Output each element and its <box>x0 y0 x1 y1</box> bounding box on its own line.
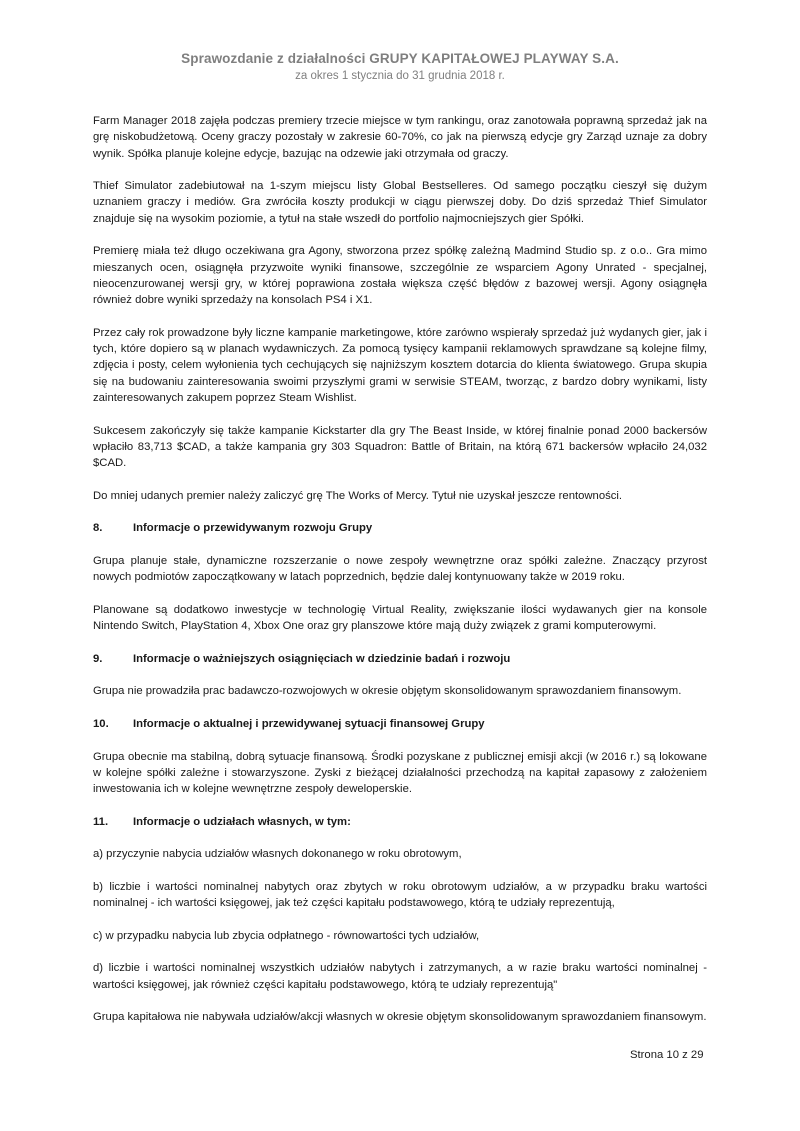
section-number: 8. <box>93 522 103 535</box>
paragraph-kickstarter: Sukcesem zakończyły się także kampanie Kickstarter dla gry The Beast Inside, w której finalnie ponad 2000 backersów wpłaciło 83,713 $CAD, a także kampania gry 303 Squadron: Battle of Britain, na którą 671 backersów wpłaciło 24,032 $CAD. <box>93 424 707 470</box>
paragraph-works-of-mercy: Do mniej udanych premier należy zaliczyć grę The Works of Mercy. Tytuł nie uzyskał jeszcze rentowności. <box>93 489 623 502</box>
page-header <box>0 50 800 84</box>
document-body <box>93 113 707 1026</box>
paragraph-farm-manager: Farm Manager 2018 zajęła podczas premiery trzecie miejsce w tym rankingu, oraz zanotowała poprawną sprzedaż jak na grę niskobudżetową. Oceny graczy pozostały w zakresie 60-70%, co jak na pierwszą edycje gry Zarząd uznaje za dobry wynik. Spółka planuje kolejne edycje, bazując na odzewie jaki otrzymała od graczy. <box>93 115 707 160</box>
section-number: 10. <box>93 717 109 730</box>
page-number: Strona 10 z 29 <box>630 1049 704 1061</box>
section-title: Informacje o udziałach własnych, w tym: <box>133 815 351 828</box>
section-10-paragraph-1: Grupa obecnie ma stabilną, dobrą sytuacje finansową. Środki pozyskane z publicznej emisji akcji (w 2016 r.) są lokowane w kolejne spółki zależne i stowarzyszone. Zyski z bieżącej działalności przechodzą na kapitał zapasowy z założeniem inwestowania ich w kolejne wewnętrzne zespoły deweloperskie. <box>93 750 707 796</box>
list-item-a: a) przyczynie nabycia udziałów własnych dokonanego w roku obrotowym, <box>93 848 462 861</box>
section-title: Informacje o przewidywanym rozwoju Grupy <box>133 522 373 535</box>
section-8-paragraph-2: Planowane są dodatkowo inwestycje w technologię Virtual Reality, zwiększanie ilości wydawanych gier na konsole Nintendo Switch, PlayStation 4, Xbox One oraz gry planszowe które mają duży związek z grami komputerowymi. <box>93 603 707 633</box>
section-8-paragraph-1: Grupa planuje stałe, dynamiczne rozszerzanie o nowe zespoły wewnętrzne oraz spółki zależne. Znaczący przyrost nowych podmiotów zapoczątkowany w latach poprzednich, będzie dalej kontynuowany także w 2019 roku. <box>93 555 707 584</box>
paragraph-agony: Premierę miała też długo oczekiwana gra Agony, stworzona przez spółkę zależną Madmind Studio sp. z o.o.. Gra mimo mieszanych ocen, osiągnęła przyzwoite wyniki finansowe, szczególnie ze wsparciem Agony Unrated - specjalnej, nieocenzurowanej wersji gry, w której poprawiona została większa część błędów z bazowej wersji. Agony osiągnęła również dobre wyniki sprzedaży na konsolach PS4 i X1. <box>93 245 707 307</box>
section-title: Informacje o aktualnej i przewidywanej sytuacji finansowej Grupy <box>133 717 485 730</box>
section-title: Informacje o ważniejszych osiągnięciach w dziedzinie badań i rozwoju <box>133 652 511 665</box>
section-heading-8 <box>93 520 707 536</box>
document-period: za okres 1 stycznia do 31 grudnia 2018 r. <box>295 70 505 82</box>
list-item-b: b) liczbie i wartości nominalnej nabytych oraz zbytych w roku obrotowym udziałów, a w przypadku braku wartości nominalnej - ich wartości księgowej, jak też części kapitału podstawowego, którą te udziały reprezentują, <box>93 880 707 910</box>
list-item-c: c) w przypadku nabycia lub zbycia odpłatnego - równowartości tych udziałów, <box>93 929 480 942</box>
section-heading-10 <box>93 716 707 732</box>
section-number: 9. <box>93 652 103 665</box>
paragraph-marketing: Przez cały rok prowadzone były liczne kampanie marketingowe, które zarówno wspierały sprzedaż już wydanych gier, jak i tych, które dopiero są w planach wydawniczych. Za pomocą tysięcy kampanii reklamowych sprawdzane są kolejne filmy, zdjęcia i posty, celem wyłonienia tych cechujących się najniższym kosztem dotarcia do klienta światowego. Grupa skupia się na budowaniu zainteresowania swoimi przyszłymi grami w serwisie STEAM, tworząc, z bardzo dobry wynikami, listy zainteresowanych zakupem poprzez Steam Wishlist. <box>93 326 707 405</box>
document-title: Sprawozdanie z działalności GRUPY KAPITAŁOWEJ PLAYWAY S.A. <box>181 51 619 66</box>
section-number: 11. <box>93 815 109 828</box>
section-11-conclusion: Grupa kapitałowa nie nabywała udziałów/akcji własnych w okresie objętym skonsolidowanym sprawozdaniem finansowym. <box>93 1011 707 1024</box>
paragraph-thief-simulator: Thief Simulator zadebiutował na 1-szym miejscu listy Global Bestselleres. Od samego początku cieszył się dużym uznaniem graczy i mediów. Gra zwróciła koszty produkcji w ciągu pierwszej doby. Do dziś sprzedaż Thief Simulator znajduje się na wysokim poziomie, a tytuł na stałe wszedł do portfolio najmocniejszych gier Spółki. <box>93 180 707 225</box>
section-heading-9 <box>93 651 707 667</box>
section-heading-11 <box>93 814 707 830</box>
list-item-d: d) liczbie i wartości nominalnej wszystkich udziałów nabytych i zatrzymanych, a w razie braku wartości nominalnej - wartości księgowej, jak również części kapitału podstawowego, którą te udziały reprezentują" <box>93 962 707 991</box>
section-9-paragraph-1: Grupa nie prowadziła prac badawczo-rozwojowych w okresie objętym skonsolidowanym sprawozdaniem finansowym. <box>93 685 682 698</box>
